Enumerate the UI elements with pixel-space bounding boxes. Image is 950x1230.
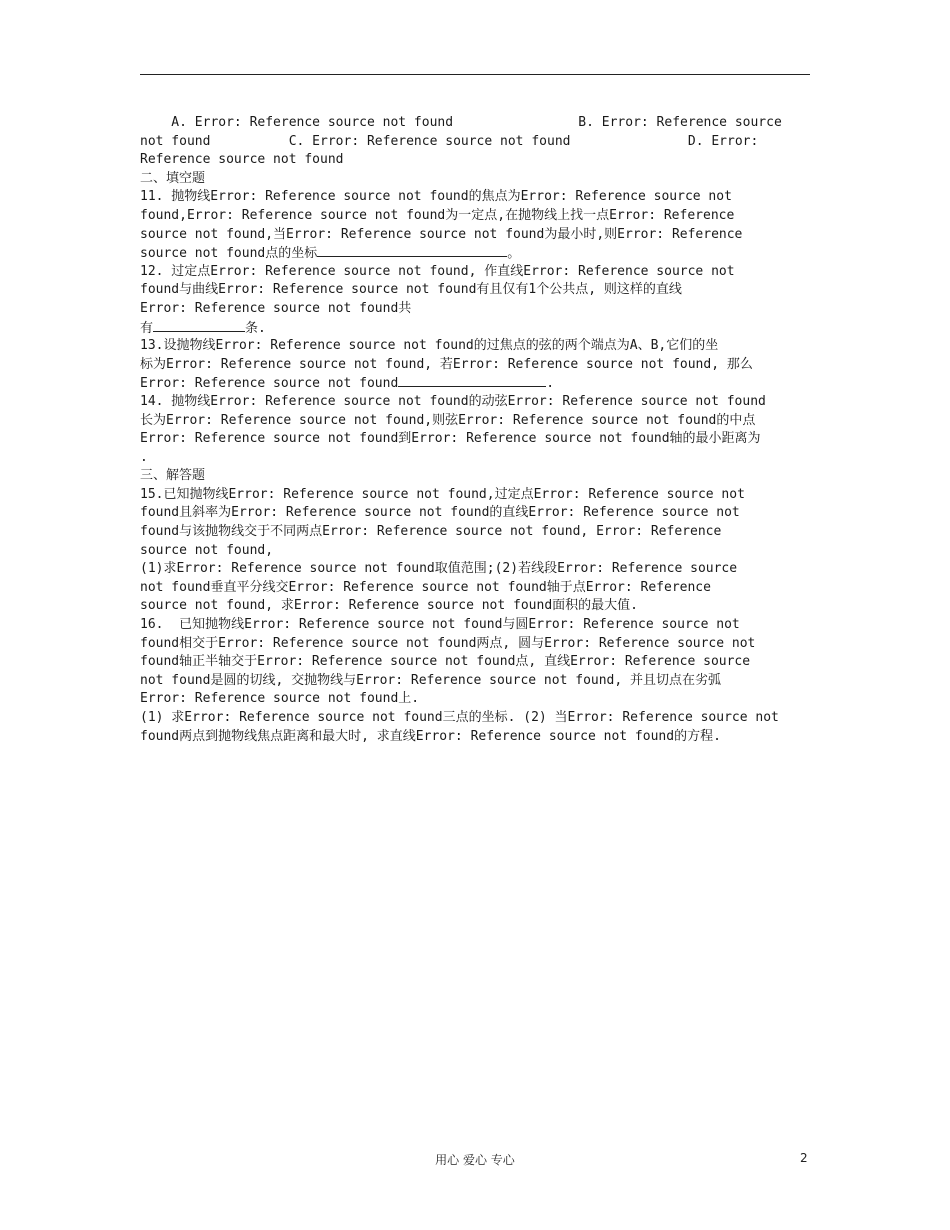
q11-line-2: found,Error: Reference source not found为一定点,在抛物线上找一点Error: Reference	[140, 207, 735, 223]
document-body	[140, 114, 820, 746]
choice-line-1: A. Error: Reference source not found B. Error: Reference source	[140, 115, 782, 130]
q16-line-7: found两点到抛物线焦点距离和最大时, 求直线Error: Reference source not found的方程.	[140, 728, 721, 744]
q15-line-2: found且斜率为Error: Reference source not found的直线Error: Reference source not	[140, 505, 740, 521]
q16-line-3: found轴正半轴交于Error: Reference source not found点, 直线Error: Reference source	[140, 654, 751, 670]
q11-line-1: 11. 抛物线Error: Reference source not found的焦点为Error: Reference source not	[140, 189, 732, 205]
q16-line-5: Error: Reference source not found上.	[140, 691, 420, 707]
q16-line-2: found相交于Error: Reference source not found两点, 圆与Error: Reference source not	[140, 635, 756, 651]
answer-blank	[317, 244, 507, 257]
page-footer: 用心 爱心 专心	[435, 1153, 515, 1167]
q16-line-6: (1) 求Error: Reference source not found三点的坐标. (2) 当Error: Reference source not	[140, 710, 779, 725]
section-heading-solve: 三、解答题	[140, 468, 206, 484]
q15-line-6: not found垂直平分线交Error: Reference source not found轴于点Error: Reference	[140, 579, 711, 595]
q15-line-5: (1)求Error: Reference source not found取值范围;(2)若线段Error: Reference source	[140, 561, 738, 577]
q11-line-3: source not found,当Error: Reference source not found为最小时,则Error: Reference	[140, 226, 743, 242]
answer-blank	[398, 374, 546, 387]
q14-line-4: .	[140, 449, 148, 465]
q11-line-4: source not found点的坐标 。	[140, 246, 521, 262]
q16-line-4: not found是圆的切线, 交抛物线与Error: Reference source not found, 并且切点在劣弧	[140, 672, 722, 688]
section-heading-fill-in: 二、填空题	[140, 170, 206, 186]
choice-line-3: Reference source not found	[140, 152, 344, 168]
q12-line-1: 12. 过定点Error: Reference source not found, 作直线Error: Reference source not	[140, 263, 735, 279]
q13-line-3: Error: Reference source not found .	[140, 376, 555, 392]
q15-line-3: found与该抛物线交于不同两点Error: Reference source not found, Error: Reference	[140, 524, 722, 540]
q12-line-3: Error: Reference source not found共	[140, 300, 412, 316]
q14-line-2: 长为Error: Reference source not found,则弦Error: Reference source not found的中点	[140, 412, 756, 428]
q14-line-3: Error: Reference source not found到Error: Reference source not found轴的最小距离为	[140, 431, 761, 447]
header-rule	[140, 74, 810, 75]
q13-line-1: 13.设抛物线Error: Reference source not found的过焦点的弦的两个端点为A、B,它们的坐	[140, 338, 719, 354]
q13-line-2: 标为Error: Reference source not found, 若Error: Reference source not found, 那么	[140, 356, 753, 372]
q15-line-7: source not found, 求Error: Reference source not found面积的最大值.	[140, 598, 638, 614]
q12-line-4: 有 条.	[140, 320, 266, 336]
answer-blank	[153, 319, 245, 332]
q15-line-4: source not found,	[140, 542, 274, 558]
q14-line-1: 14. 抛物线Error: Reference source not found的动弦Error: Reference source not found	[140, 393, 766, 409]
choice-line-2: not found C. Error: Reference source not found D. Error:	[140, 133, 759, 149]
q12-line-2: found与曲线Error: Reference source not found有且仅有1个公共点, 则这样的直线	[140, 282, 682, 298]
q15-line-1: 15.已知抛物线Error: Reference source not found,过定点Error: Reference source not	[140, 486, 745, 502]
page-number: 2	[800, 1151, 808, 1165]
q16-line-1: 16. 已知抛物线Error: Reference source not found与圆Error: Reference source not	[140, 617, 740, 633]
